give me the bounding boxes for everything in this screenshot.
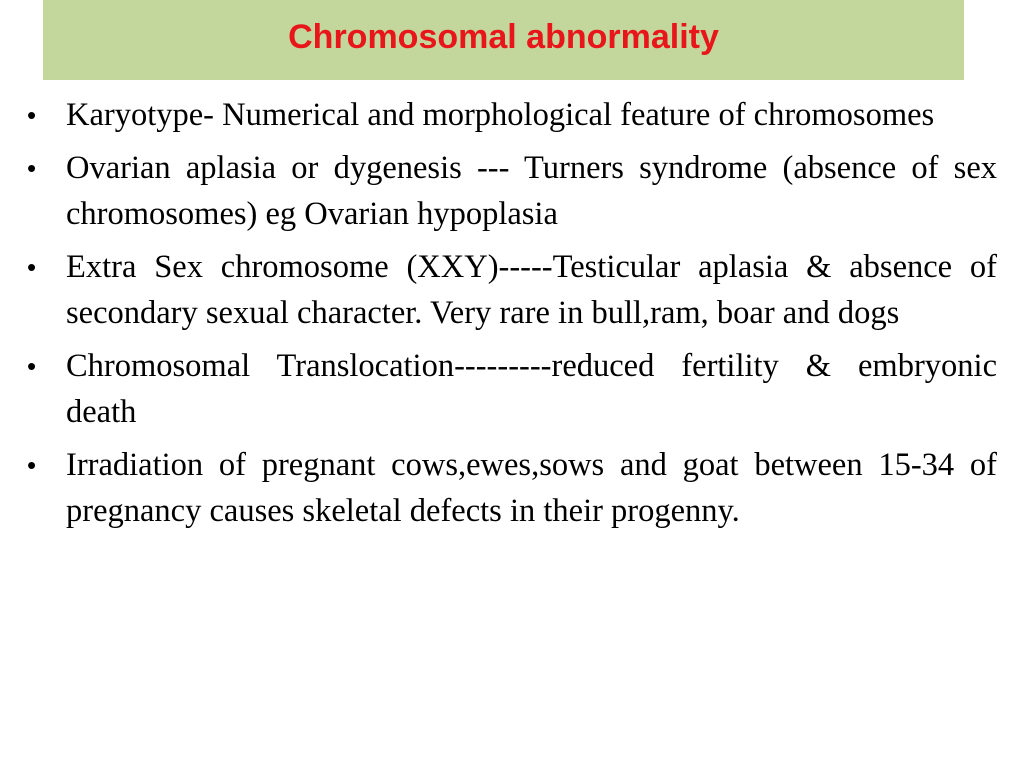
bullet-icon: • (27, 450, 37, 480)
bullet-icon: • (27, 100, 37, 130)
bullet-text: Chromosomal Translocation---------reduced fertility & embryonic death (66, 348, 997, 430)
slide-title: Chromosomal abnormality (288, 17, 719, 56)
title-bar (43, 0, 964, 80)
bullet-item-extra-sex-chromosome (25, 244, 997, 336)
bullet-item-irradiation (25, 442, 997, 534)
bullet-item-ovarian-aplasia (25, 145, 997, 237)
bullet-icon: • (27, 351, 37, 381)
bullet-icon: • (27, 153, 37, 183)
bullet-text: Irradiation of pregnant cows,ewes,sows and goat between 15-34 of pregnancy causes skeletal defects in their progenny. (66, 447, 997, 529)
bullet-icon: • (27, 252, 37, 282)
bullet-text: Karyotype- Numerical and morphological feature of chromosomes (66, 97, 935, 133)
bullet-text: Extra Sex chromosome (XXY)-----Testicular aplasia & absence of secondary sexual character. Very rare in bull,ram, boar and dogs (66, 249, 997, 331)
bullet-item-karyotype (25, 92, 997, 138)
bullet-text: Ovarian aplasia or dygenesis --- Turners syndrome (absence of sex chromosomes) eg Ovarian hypoplasia (66, 150, 997, 232)
bullet-list (25, 92, 997, 541)
bullet-item-translocation (25, 343, 997, 435)
